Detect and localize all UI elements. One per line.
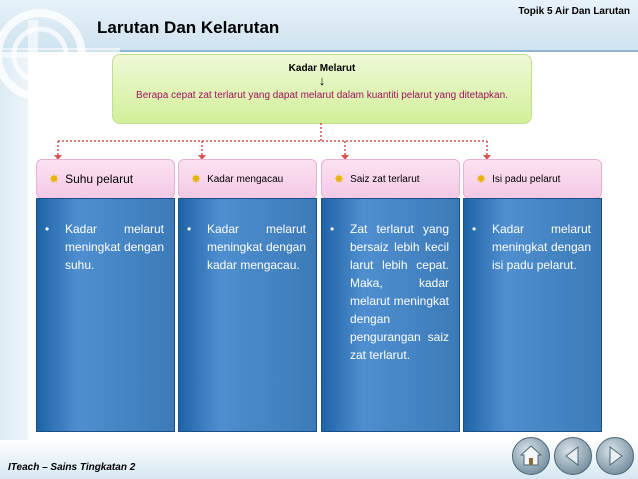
column-text: • Kadar melarut meningkat dengan kadar mengacau. (207, 220, 306, 274)
forward-icon (597, 438, 633, 474)
footer-label: ITeach – Sains Tingkatan 2 (8, 462, 136, 473)
home-button[interactable] (512, 437, 550, 475)
star-icon: ✸ (476, 172, 487, 186)
category-label: Isi padu pelarut (492, 173, 561, 185)
column-isi-padu-pelarut (463, 198, 602, 432)
home-icon (513, 438, 549, 474)
category-isi-padu-pelarut (463, 159, 602, 199)
main-concept-definition: Berapa cepat zat terlarut yang dapat melarut dalam kuantiti pelarut yang ditetapkan. (136, 90, 508, 101)
forward-button[interactable] (596, 437, 634, 475)
page-title: Larutan Dan Kelarutan (97, 18, 280, 37)
star-icon: ✸ (191, 172, 202, 186)
column-text: • Kadar melarut meningkat dengan suhu. (65, 220, 164, 274)
column-kadar-mengacau (178, 198, 317, 432)
category-label: Kadar mengacau (207, 173, 284, 185)
main-concept-heading: Kadar Melarut (288, 63, 356, 74)
category-saiz-zat-terlarut (321, 159, 460, 199)
down-arrow-icon: ↓ (318, 73, 326, 88)
back-button[interactable] (554, 437, 592, 475)
back-icon (555, 438, 591, 474)
category-kadar-mengacau (178, 159, 317, 199)
column-suhu-pelarut (36, 198, 175, 432)
column-saiz-zat-terlarut (321, 198, 460, 432)
star-icon: ✸ (334, 172, 345, 186)
column-text: • Kadar melarut meningkat dengan isi padu pelarut. (492, 220, 591, 274)
star-icon: ✸ (49, 172, 60, 186)
category-label: Suhu pelarut (65, 172, 134, 186)
category-suhu-pelarut (36, 159, 175, 199)
topic-label: Topik 5 Air Dan Larutan (518, 6, 630, 17)
category-label: Saiz zat terlarut (350, 173, 420, 185)
column-text: • Zat terlarut yang bersaiz lebih kecil larut lebih cepat. Maka, kadar melarut meningkat dengan pengurangan saiz zat terlarut. (350, 220, 449, 364)
